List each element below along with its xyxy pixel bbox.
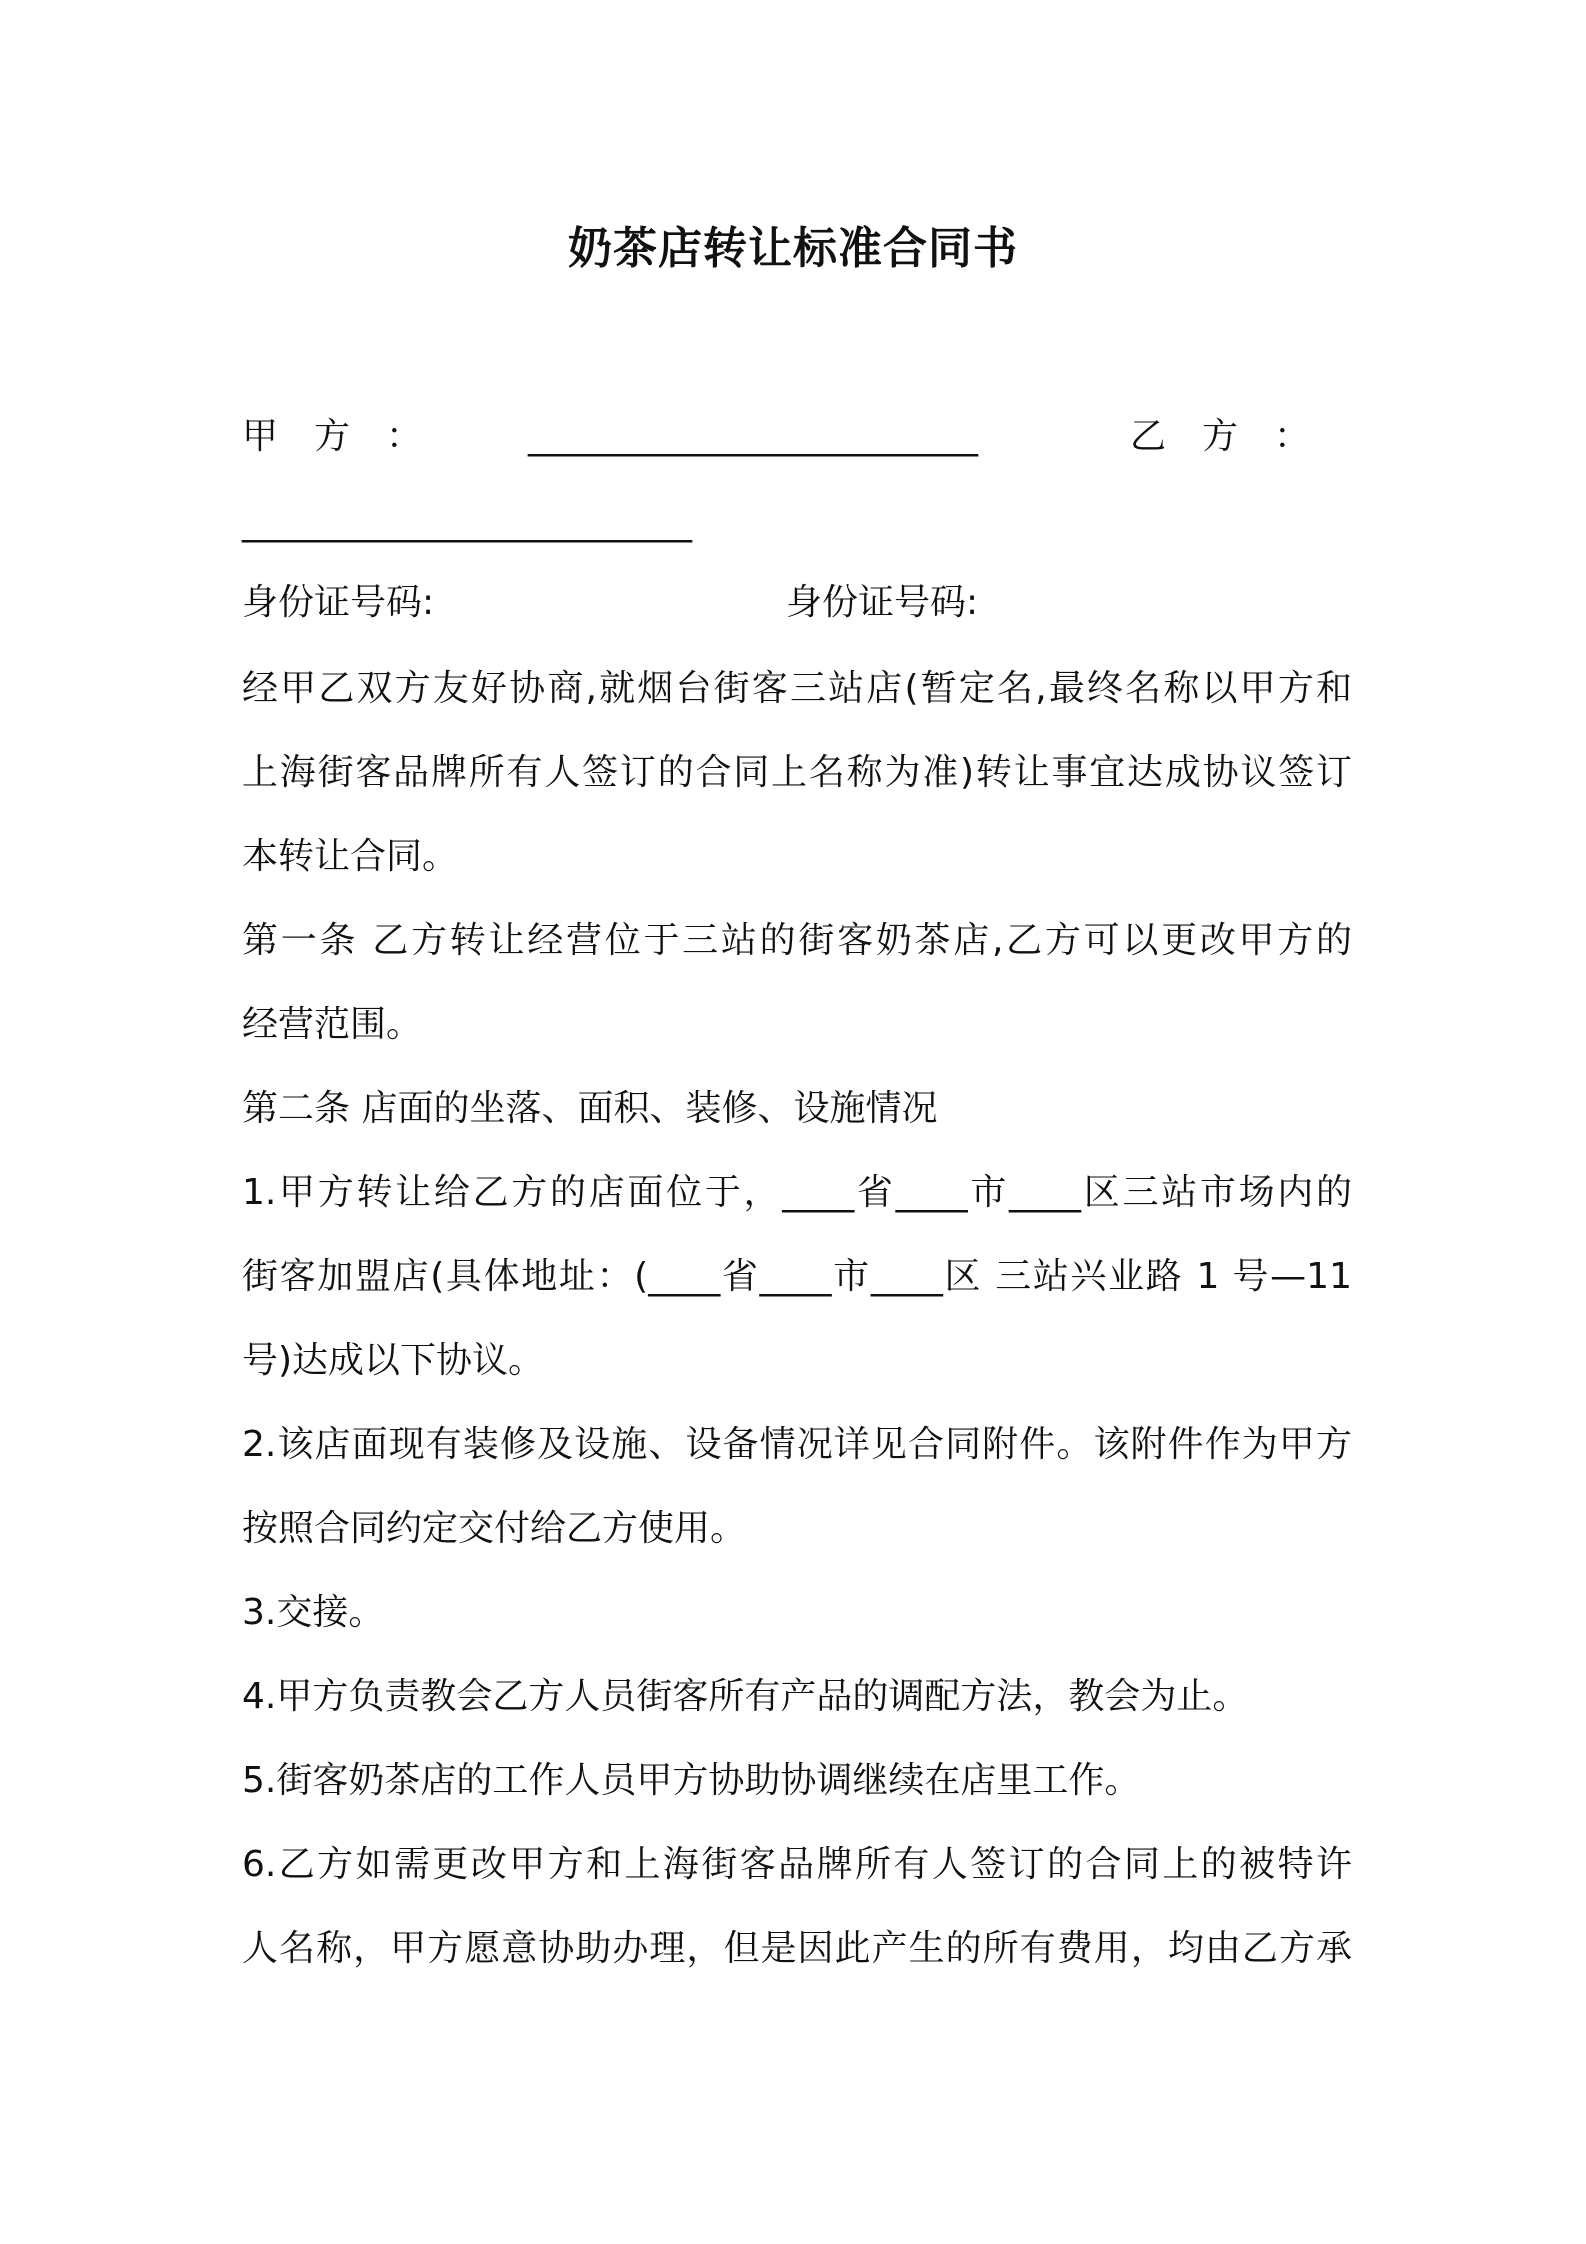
body-line: 人名称，甲方愿意协助办理，但是因此产生的所有费用，均由乙方承 (242, 1928, 1352, 1969)
party-b-blank: _________________________ (242, 502, 692, 543)
body-line: 上海街客品牌所有人签订的合同上名称为准)转让事宜达成协议签订 (242, 752, 1352, 793)
article-heading: 第一条 乙方转让经营位于三站的街客奶茶店,乙方可以更改甲方的 (242, 920, 1352, 961)
body-line: 经营范围。 (242, 1004, 423, 1045)
body-line: 4.甲方负责教会乙方人员街客所有产品的调配方法，教会为止。 (242, 1676, 1249, 1717)
article-heading: 第二条 店面的坐落、面积、装修、设施情况 (242, 1088, 938, 1129)
body-line: 经甲乙双方友好协商,就烟台街客三站店(暂定名,最终名称以甲方和 (242, 668, 1352, 709)
party-row (242, 412, 1352, 472)
party-a-label: 甲 方 ： (242, 416, 423, 457)
body-line: 本转让合同。 (242, 836, 459, 877)
body-line: 2.该店面现有装修及设施、设备情况详见合同附件。该附件作为甲方 (242, 1424, 1352, 1465)
body-line: 6.乙方如需更改甲方和上海街客品牌所有人签订的合同上的被特许 (242, 1844, 1352, 1885)
body-line: 按照合同约定交付给乙方使用。 (242, 1508, 747, 1549)
body-line: 5.街客奶茶店的工作人员甲方协助协调继续在店里工作。 (242, 1760, 1141, 1801)
id-b-label: 身份证号码: (786, 582, 979, 623)
body-line: 街客加盟店(具体地址：(____省____市____区 三站兴业路 1 号—11 (242, 1256, 1352, 1297)
document-title: 奶茶店转让标准合同书 (568, 223, 1018, 274)
party-a-blank: _________________________ (528, 416, 978, 457)
party-b-label: 乙 方 ： (1130, 416, 1311, 457)
id-row (242, 578, 1352, 638)
id-a-label: 身份证号码: (242, 582, 435, 623)
body-line: 1.甲方转让给乙方的店面位于，____省____市____区三站市场内的 (242, 1172, 1352, 1213)
body-line: 号)达成以下协议。 (242, 1340, 545, 1381)
body-line: 3.交接。 (242, 1592, 385, 1633)
